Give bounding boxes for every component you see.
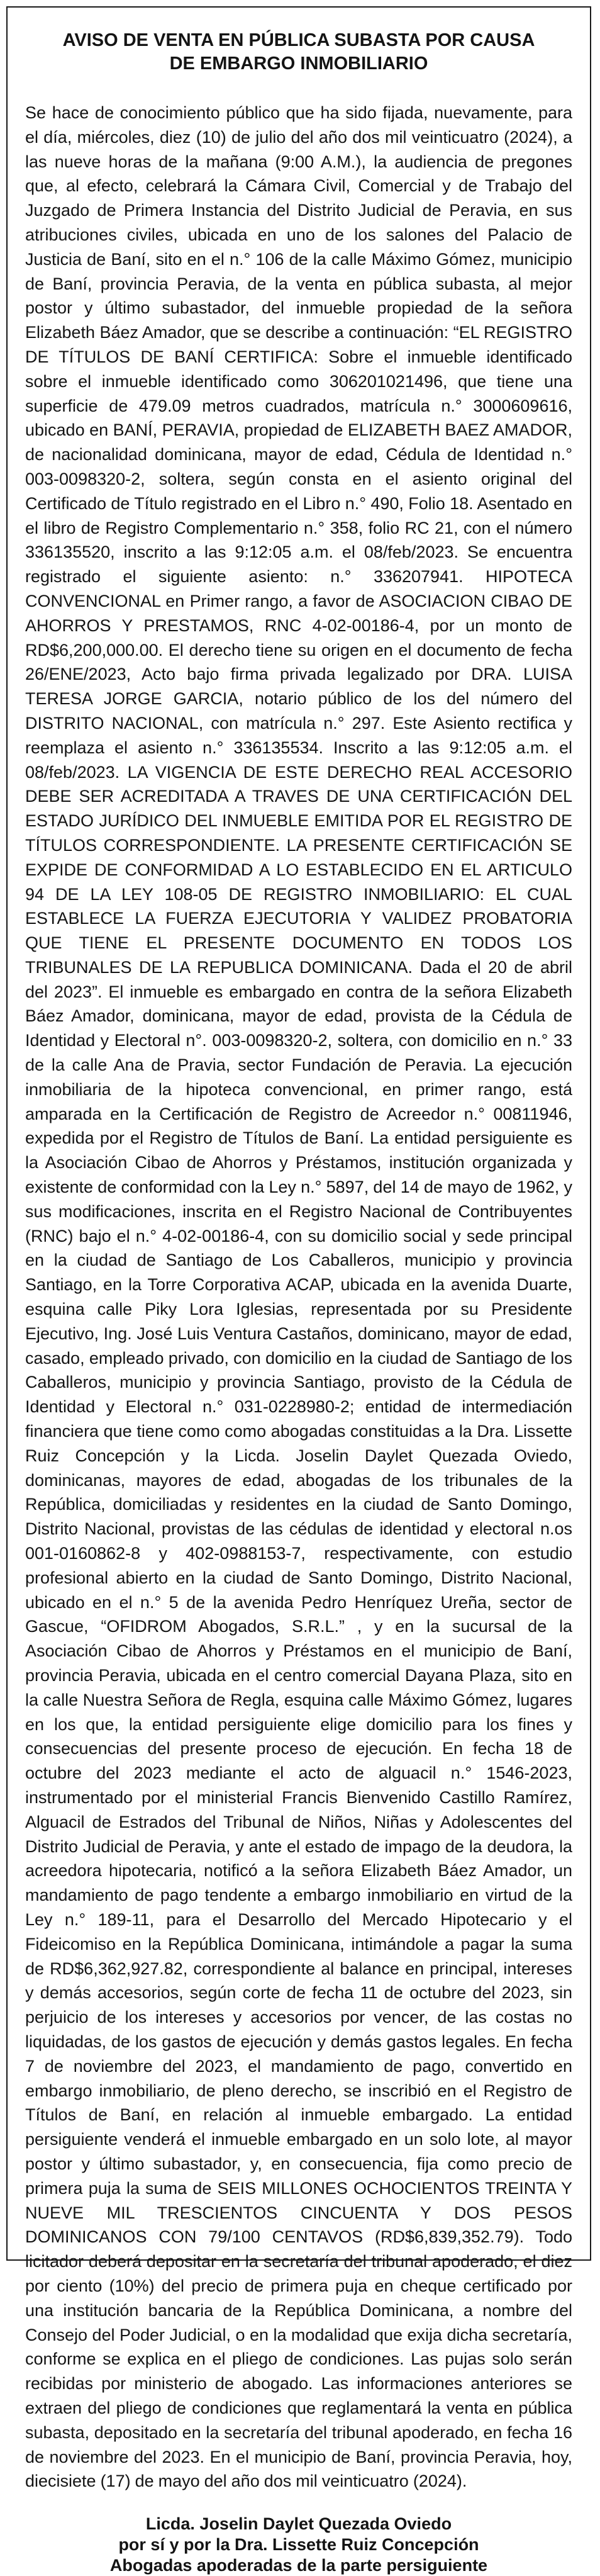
legal-notice-box <box>6 6 591 2575</box>
notice-title <box>25 29 572 76</box>
signature-on-behalf: por sí y por la Dra. Lissette Ruiz Concepción <box>118 2535 479 2555</box>
signature-block <box>25 2514 572 2576</box>
signature-role: Abogadas apoderadas de la parte persiguiente <box>109 2556 488 2575</box>
notice-title-line-2: DE EMBARGO INMOBILIARIO <box>169 53 428 74</box>
signature-name: Licda. Joselin Daylet Quezada Oviedo <box>145 2514 452 2534</box>
notice-title-line-1: AVISO DE VENTA EN PÚBLICA SUBASTA POR CAUSA <box>62 30 535 50</box>
notice-body: Se hace de conocimiento público que ha sido fijada, nuevamente, para el día, miércoles, diez (10) de julio del año dos mil veinticuatro (2024), a las nueve horas de la mañana (9:00 A.M.), la audiencia de pregones que, al efecto, celebrará la Cámara Civil, Comercial y de Trabajo del Juzgado de Primera Instancia del Distrito Judicial de Peravia, en sus atribuciones civiles, ubicada en uno de los salones del Palacio de Justicia de Baní, sito en el n.° 106 de la calle Máximo Gómez, municipio de Baní, provincia Peravia, de la venta en pública subasta, al mejor postor y último subastador, del inmueble propiedad de la señora Elizabeth Báez Amador, que se describe a continuación: “EL REGISTRO DE TÍTULOS DE BANÍ CERTIFICA: Sobre el inmueble identificado sobre el inmueble identificado como 306201021496, que tiene una superficie de 479.09 metros cuadrados, matrícula n.° 3000609616, ubicado en BANÍ, PERAVIA, propiedad de ELIZABETH BAEZ AMADOR, de nacionalidad dominicana, mayor de edad, Cédula de Identidad n.° 003-0098320-2, soltera, según consta en el asiento original del Certificado de Título registrado en el Libro n.° 490, Folio 18. Asentado en el libro de Registro Complementario n.° 358, folio RC 21, con el número 336135520, inscrito a las 9:12:05 a.m. el 08/feb/2023. Se encuentra registrado el siguiente asiento: n.° 336207941. HIPOTECA CONVENCIONAL en Primer rango, a favor de ASOCIACION CIBAO DE AHORROS Y PRESTAMOS, RNC 4-02-00186-4, por un monto de RD$6,200,000.00. El derecho tiene su origen en el documento de fecha 26/ENE/2023, Acto bajo firma privada legalizado por DRA. LUISA TERESA JORGE GARCIA, notario público de los del número del DISTRITO NACIONAL, con matrícula n.° 297. Este Asiento rectifica y reemplaza el asiento n.° 336135534. Inscrito a las 9:12:05 a.m. el 08/feb/2023. LA VIGENCIA DE ESTE DERECHO REAL ACCESORIO DEBE SER ACREDITADA A TRAVES DE UNA CERTIFICACIÓN DEL ESTADO JURÍDICO DEL INMUEBLE EMITIDA POR EL REGISTRO DE TÍTULOS CORRESPONDIENTE. LA PRESENTE CERTIFICACIÓN SE EXPIDE DE CONFORMIDAD A LO ESTABLECIDO EN EL ARTICULO 94 DE LA LEY 108-05 DE REGISTRO INMOBILIARIO: EL CUAL ESTABLECE LA FUERZA EJECUTORIA Y VALIDEZ PROBATORIA QUE TIENE EL PRESENTE DOCUMENTO EN TODOS LOS TRIBUNALES DE LA REPUBLICA DOMINICANA. Dada el 20 de abril del 2023”. El inmueble es embargado en contra de la señora Elizabeth Báez Amador, dominicana, mayor de edad, provista de la Cédula de Identidad y Electoral n°. 003-0098320-2, soltera, con domicilio en n.° 33 de la calle Ana de Pravia, sector Fundación de Peravia. La ejecución inmobiliaria de la hipoteca convencional, en primer rango, está amparada en la Certificación de Registro de Acreedor n.° 00811946, expedida por el Registro de Títulos de Baní. La entidad persiguiente es la Asociación Cibao de Ahorros y Préstamos, institución organizada y existente de conformidad con la Ley n.° 5897, del 14 de mayo de 1962, y sus modificaciones, inscrita en el Registro Nacional de Contribuyentes (RNC) bajo el n.° 4-02-00186-4, con su domicilio social y sede principal en la ciudad de Santiago de Los Caballeros, municipio y provincia Santiago, en la Torre Corporativa ACAP, ubicada en la avenida Duarte, esquina calle Piky Lora Iglesias, representada por su Presidente Ejecutivo, Ing. José Luis Ventura Castaños, dominicano, mayor de edad, casado, empleado privado, con domicilio en la ciudad de Santiago de los Caballeros, municipio y provincia Santiago, provisto de la Cédula de Identidad y Electoral n.° 031-0228980-2; entidad de intermediación financiera que tiene como como abogadas constituidas a la Dra. Lissette Ruiz Concepción y la Licda. Joselin Daylet Quezada Oviedo, dominicanas, mayores de edad, abogadas de los tribunales de la República, domiciliadas y residentes en la ciudad de Santo Domingo, Distrito Nacional, provistas de las cédulas de identidad y electoral n.os 001-0160862-8 y 402-0988153-7, respectivamente, con estudio profesional abierto en la ciudad de Santo Domingo, Distrito Nacional, ubicado en el n.° 5 de la avenida Pedro Henríquez Ureña, sector de Gascue, “OFIDROM Abogados, S.R.L.” , y en la sucursal de la Asociación Cibao de Ahorros y Préstamos en el municipio de Baní, provincia Peravia, ubicada en el centro comercial Dayana Plaza, sito en la calle Nuestra Señora de Regla, esquina calle Máximo Gómez, lugares en los que, la entidad persiguiente elige domicilio para los fines y consecuencias del presente proceso de ejecución. En fecha 18 de octubre del 2023 mediante el acto de alguacil n.° 1546-2023, instrumentado por el ministerial Francis Bienvenido Castillo Ramírez, Alguacil de Estrados del Tribunal de Niños, Niñas y Adolescentes del Distrito Judicial de Peravia, y ante el estado de impago de la deudora, la acreedora hipotecaria, notificó a la señora Elizabeth Báez Amador, un mandamiento de pago tendente a embargo inmobiliario en virtud de la Ley n.° 189-11, para el Desarrollo del Mercado Hipotecario y el Fideicomiso en la República Dominicana, intimándole a pagar la suma de RD$6,362,927.82, correspondiente al balance en principal, intereses y demás accesorios, según corte de fecha 11 de octubre del 2023, sin perjuicio de los intereses y accesorios por vencer, de las costas no liquidadas, de los gastos de ejecución y demás gastos legales. En fecha 7 de noviembre del 2023, el mandamiento de pago, convertido en embargo inmobiliario, de pleno derecho, se inscribió en el Registro de Títulos de Baní, en relación al inmueble embargado. La entidad persiguiente venderá el inmueble embargado en un solo lote, al mayor postor y último subastador, y, en consecuencia, fija como precio de primera puja la suma de SEIS MILLONES OCHOCIENTOS TREINTA Y NUEVE MIL TRESCIENTOS CINCUENTA Y DOS PESOS DOMINICANOS CON 79/100 CENTAVOS (RD$6,839,352.79). Todo licitador deberá depositar en la secretaría del tribunal apoderado, el diez por ciento (10%) del precio de primera puja en cheque certificado por una institución bancaria de la República Dominicana, a nombre del Consejo del Poder Judicial, o en la modalidad que exija dicha secretaría, conforme se explica en el pliego de condiciones. Las pujas solo serán recibidas por ministerio de abogado. Las informaciones anteriores se extraen del pliego de condiciones que reglamentará la venta en pública subasta, depositado en la secretaría del tribunal apoderado, en fecha 16 de noviembre del 2023. En el municipio de Baní, provincia Peravia, hoy, diecisiete (17) de mayo del año dos mil veinticuatro (2024). <box>25 103 572 2491</box>
